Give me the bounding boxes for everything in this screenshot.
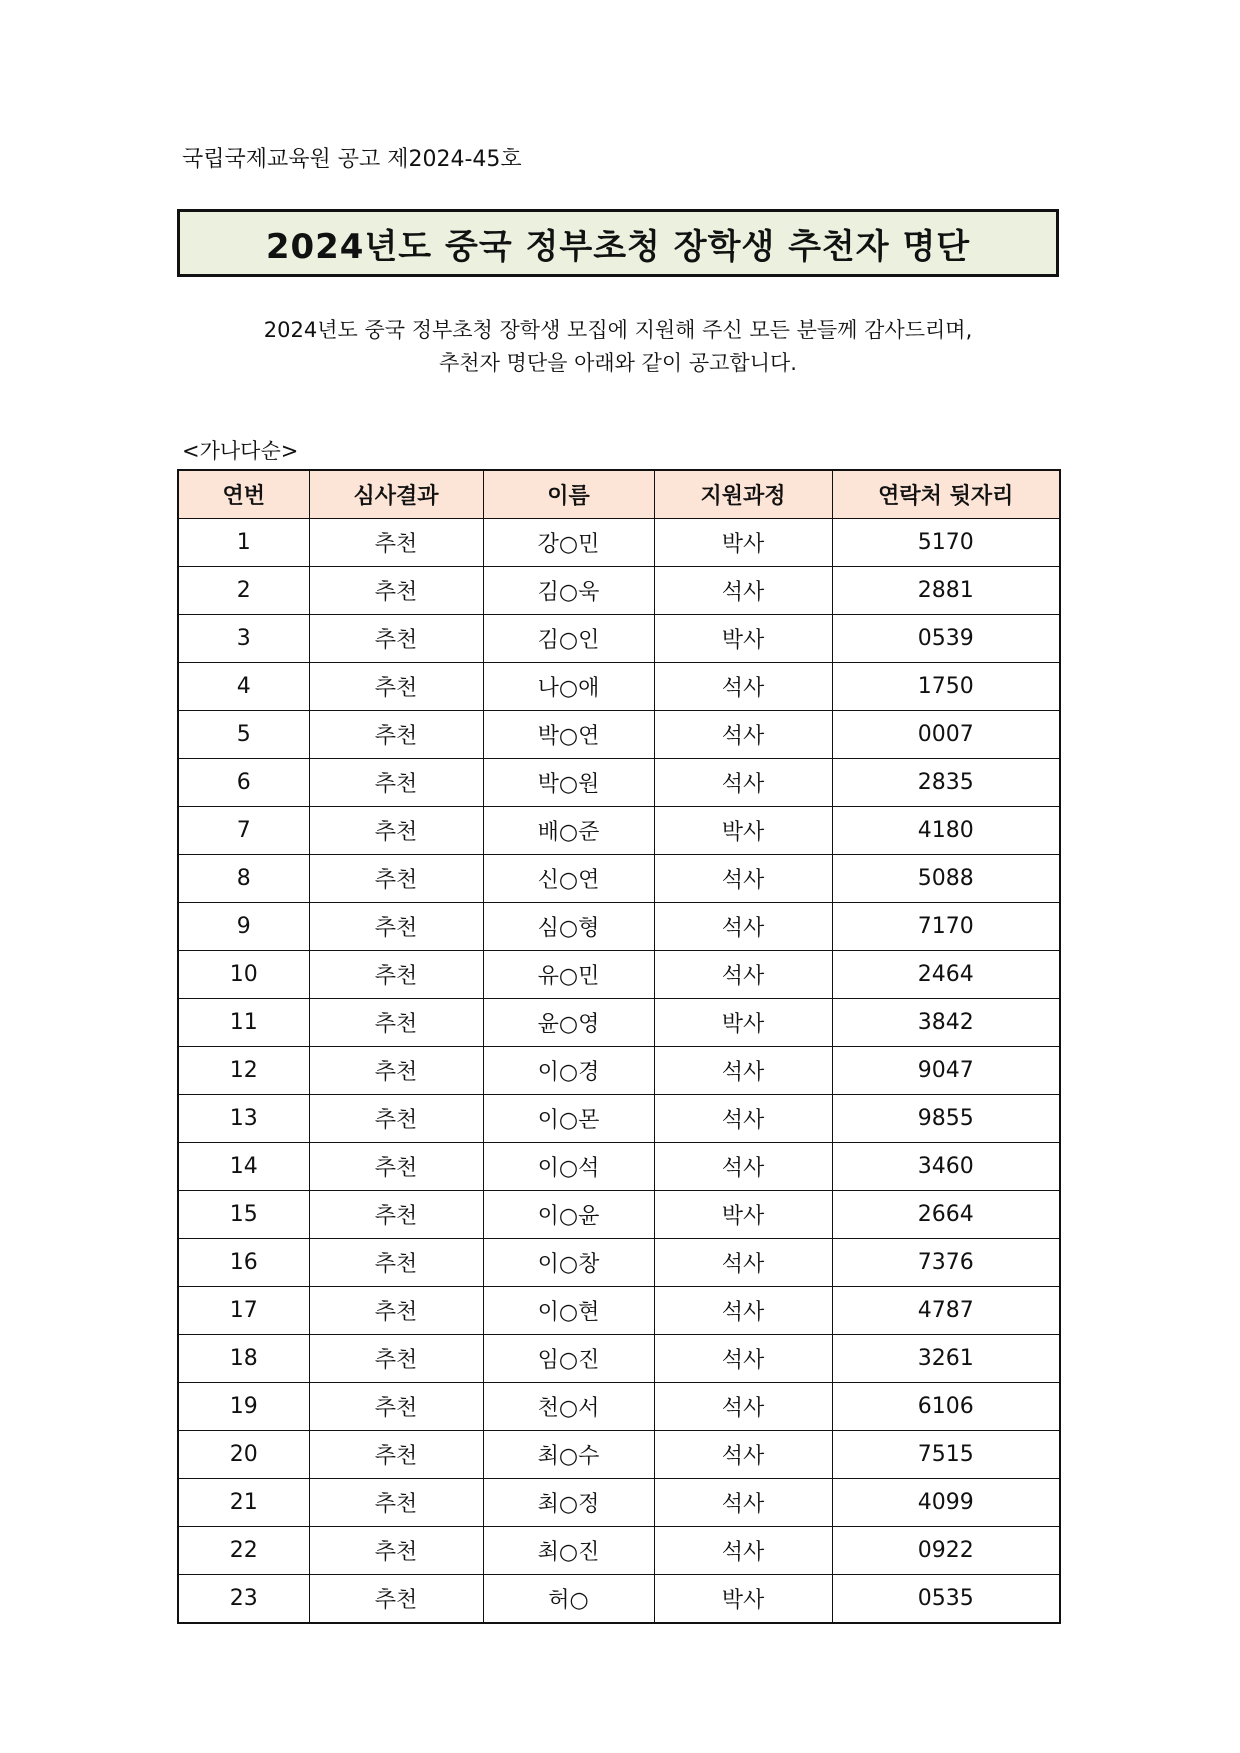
cell-index: 12 [178,1047,309,1095]
cell-index: 20 [178,1431,309,1479]
cell-result: 추천 [309,1383,483,1431]
cell-name: 최○정 [483,1479,654,1527]
cell-name: 허○ [483,1575,654,1624]
table-body [178,519,1060,1624]
cell-program: 석사 [654,1095,832,1143]
cell-contact: 9855 [832,1095,1060,1143]
cell-name: 유○민 [483,951,654,999]
header-index: 연번 [178,470,309,519]
cell-result: 추천 [309,1335,483,1383]
cell-contact: 4787 [832,1287,1060,1335]
cell-name: 이○몬 [483,1095,654,1143]
cell-result: 추천 [309,615,483,663]
table-row [178,663,1060,711]
cell-index: 13 [178,1095,309,1143]
cell-name: 김○인 [483,615,654,663]
cell-name: 심○형 [483,903,654,951]
cell-program: 박사 [654,999,832,1047]
cell-result: 추천 [309,1095,483,1143]
cell-index: 10 [178,951,309,999]
table-row [178,759,1060,807]
cell-program: 석사 [654,759,832,807]
cell-contact: 2664 [832,1191,1060,1239]
cell-index: 14 [178,1143,309,1191]
table-row [178,567,1060,615]
recommendation-table [177,469,1061,1624]
cell-program: 박사 [654,1191,832,1239]
cell-index: 1 [178,519,309,567]
table-row [178,1383,1060,1431]
cell-contact: 2881 [832,567,1060,615]
cell-index: 8 [178,855,309,903]
intro-paragraph [177,314,1059,380]
cell-index: 6 [178,759,309,807]
cell-contact: 0539 [832,615,1060,663]
cell-name: 신○연 [483,855,654,903]
cell-name: 최○진 [483,1527,654,1575]
cell-contact: 3460 [832,1143,1060,1191]
cell-index: 5 [178,711,309,759]
cell-program: 석사 [654,1239,832,1287]
intro-line-2: 추천자 명단을 아래와 같이 공고합니다. [439,351,797,375]
cell-index: 7 [178,807,309,855]
cell-name: 이○경 [483,1047,654,1095]
cell-contact: 0922 [832,1527,1060,1575]
cell-contact: 7376 [832,1239,1060,1287]
cell-program: 석사 [654,1479,832,1527]
cell-name: 최○수 [483,1431,654,1479]
cell-program: 석사 [654,855,832,903]
cell-result: 추천 [309,1191,483,1239]
table-row [178,1431,1060,1479]
cell-index: 9 [178,903,309,951]
table-row [178,1095,1060,1143]
title-box [177,209,1059,277]
cell-contact: 1750 [832,663,1060,711]
notice-number: 국립국제교육원 공고 제2024-45호 [182,147,522,172]
cell-program: 석사 [654,567,832,615]
table-row [178,855,1060,903]
cell-program: 석사 [654,903,832,951]
cell-contact: 5170 [832,519,1060,567]
sort-label: <가나다순> [182,439,299,463]
cell-name: 이○현 [483,1287,654,1335]
cell-result: 추천 [309,1527,483,1575]
cell-index: 17 [178,1287,309,1335]
cell-program: 석사 [654,711,832,759]
cell-program: 석사 [654,1527,832,1575]
table-row [178,1479,1060,1527]
cell-index: 11 [178,999,309,1047]
cell-contact: 7170 [832,903,1060,951]
cell-contact: 4180 [832,807,1060,855]
cell-contact: 7515 [832,1431,1060,1479]
header-result: 심사결과 [309,470,483,519]
table-row [178,711,1060,759]
table-row [178,1287,1060,1335]
cell-name: 윤○영 [483,999,654,1047]
cell-program: 박사 [654,615,832,663]
cell-contact: 2464 [832,951,1060,999]
cell-result: 추천 [309,1239,483,1287]
cell-index: 21 [178,1479,309,1527]
table-row [178,1575,1060,1624]
cell-program: 석사 [654,1143,832,1191]
cell-program: 석사 [654,1431,832,1479]
cell-program: 석사 [654,1047,832,1095]
cell-name: 강○민 [483,519,654,567]
cell-index: 2 [178,567,309,615]
table-row [178,1527,1060,1575]
cell-program: 석사 [654,663,832,711]
cell-contact: 2835 [832,759,1060,807]
cell-contact: 3842 [832,999,1060,1047]
cell-program: 박사 [654,807,832,855]
cell-contact: 5088 [832,855,1060,903]
cell-result: 추천 [309,711,483,759]
cell-result: 추천 [309,807,483,855]
table-row [178,1143,1060,1191]
cell-index: 16 [178,1239,309,1287]
cell-program: 석사 [654,1335,832,1383]
cell-program: 석사 [654,951,832,999]
cell-result: 추천 [309,1287,483,1335]
cell-index: 3 [178,615,309,663]
table-row [178,1191,1060,1239]
cell-name: 천○서 [483,1383,654,1431]
table-row [178,615,1060,663]
cell-result: 추천 [309,951,483,999]
cell-result: 추천 [309,903,483,951]
cell-name: 이○윤 [483,1191,654,1239]
table-row [178,951,1060,999]
table-header-row [178,470,1060,519]
table-row [178,999,1060,1047]
cell-name: 박○원 [483,759,654,807]
table-row [178,1335,1060,1383]
cell-result: 추천 [309,1431,483,1479]
cell-name: 이○석 [483,1143,654,1191]
cell-name: 이○창 [483,1239,654,1287]
cell-index: 22 [178,1527,309,1575]
header-name: 이름 [483,470,654,519]
cell-name: 김○욱 [483,567,654,615]
cell-index: 23 [178,1575,309,1624]
cell-result: 추천 [309,567,483,615]
cell-name: 배○준 [483,807,654,855]
cell-contact: 6106 [832,1383,1060,1431]
cell-program: 석사 [654,1287,832,1335]
cell-result: 추천 [309,663,483,711]
cell-result: 추천 [309,1047,483,1095]
cell-result: 추천 [309,1479,483,1527]
cell-program: 박사 [654,519,832,567]
cell-result: 추천 [309,759,483,807]
cell-contact: 0007 [832,711,1060,759]
cell-name: 임○진 [483,1335,654,1383]
cell-result: 추천 [309,519,483,567]
table-row [178,1239,1060,1287]
cell-contact: 9047 [832,1047,1060,1095]
cell-result: 추천 [309,1143,483,1191]
cell-result: 추천 [309,855,483,903]
cell-contact: 4099 [832,1479,1060,1527]
cell-program: 석사 [654,1383,832,1431]
cell-index: 19 [178,1383,309,1431]
cell-contact: 0535 [832,1575,1060,1624]
table-row [178,903,1060,951]
header-program: 지원과정 [654,470,832,519]
cell-result: 추천 [309,1575,483,1624]
cell-program: 박사 [654,1575,832,1624]
cell-index: 4 [178,663,309,711]
table-row [178,807,1060,855]
intro-line-1: 2024년도 중국 정부초청 장학생 모집에 지원해 주신 모든 분들께 감사드리며, [263,318,973,342]
cell-index: 18 [178,1335,309,1383]
table-row [178,519,1060,567]
table-row [178,1047,1060,1095]
header-contact: 연락처 뒷자리 [832,470,1060,519]
cell-index: 15 [178,1191,309,1239]
cell-name: 나○애 [483,663,654,711]
cell-result: 추천 [309,999,483,1047]
document-title: 2024년도 중국 정부초청 장학생 추천자 명단 [265,226,971,267]
cell-contact: 3261 [832,1335,1060,1383]
cell-name: 박○연 [483,711,654,759]
